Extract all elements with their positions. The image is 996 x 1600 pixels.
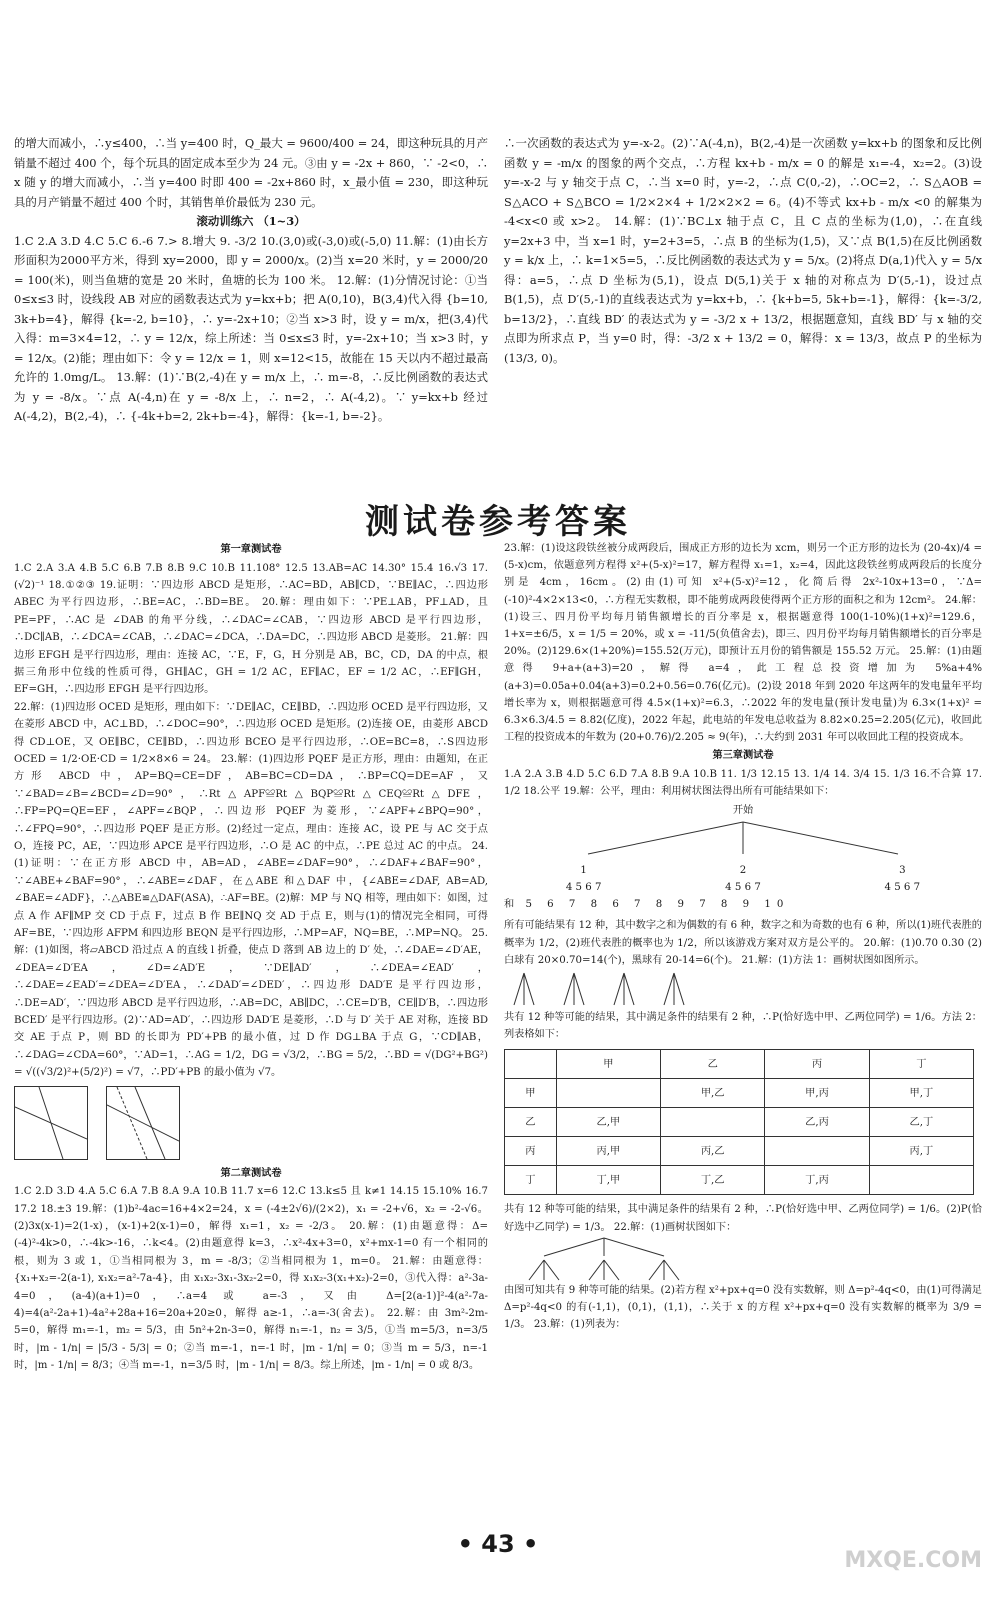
figure-svg-1 bbox=[15, 1087, 87, 1159]
paragraph: 所有可能结果有 12 种，其中数字之和为偶数的有 6 种，数字之和为奇数的也有 6 种，所以(1)班代表胜的概率为 1/2，(2)班代表胜的概率也为 1/2，所以该游戏方案对双方是公平的。 20.解：(1)0.70 0.30 (2)白球有 20×0.70=14(个)，黑球有 20-14=6(个)。 21.解：(1)方法 1：画树状图如图所示。 bbox=[504, 920, 982, 966]
probability-table bbox=[504, 1049, 974, 1195]
table-cell: 丙 bbox=[505, 1137, 557, 1166]
bottom-left-column bbox=[14, 540, 488, 1375]
top-left-column bbox=[14, 134, 488, 427]
paragraph: 1.C 2.A 3.D 4.C 5.C 6.-6 7.> 8.增大 9. -3/2 10.(3,0)或(-3,0)或(-5,0) 11.解：(1)由长方形面积为2000平方米，得到 xy=2000，即 y = 2000/x。(2)当 x=20 米时，y = 2000/20 = 100(米)，则当鱼塘的宽是 20 米时，鱼塘的长为 100 米。 12.解：(1)分情况讨论：①当 0≤x≤3 时，设线段 AB 对应的函数表达式为 y=kx+b；把 A(0,10)，B(3,4)代入得 {b=10, 3k+b=4}，解得 {k=-2, b=10}，∴ y=-2x+10；②当 x>3 时，设 y = m/x，把(3,4)代入得：m=3×4=12，∴ y = 12/x，综上所述：当 0≤x≤3 时，y=-2x+10；当 x>3 时，y = 12/x。(2)能；理由如下：令 y = 12/x = 1，则 x=12<15，故能在 15 天以内不超过最高允许的 1.0mg/L。 13.解：(1)∵B(2,-4)在 y = m/x 上，∴ m=-8，∴反比例函数的表达式为 y = -8/x。∵点 A(-4,n)在 y = -8/x 上，∴ n=2，∴ A(-4,2)。∵ y=kx+b 经过 A(-4,2)，B(2,-4)，∴ {-4k+b=2, 2k+b=-4}，解得：{k=-1, b=-2}。 bbox=[14, 233, 488, 423]
table-cell: 甲,丁 bbox=[869, 1079, 973, 1108]
table-cell bbox=[869, 1166, 973, 1195]
figure-pair bbox=[14, 1086, 488, 1160]
table-cell: 甲,丙 bbox=[765, 1079, 869, 1108]
paragraph: 1.A 2.A 3.B 4.D 5.C 6.D 7.A 8.B 9.A 10.B 11. 1/3 12.15 13. 1/4 14. 3/4 15. 1/3 16.不合算 17. 1/2 18.公平 19.解：公平，理由：利用树状图法得出所有可能结果如下： bbox=[504, 768, 982, 798]
table-row bbox=[505, 1079, 974, 1108]
table-header-cell bbox=[505, 1050, 557, 1079]
table-cell: 丁 bbox=[505, 1166, 557, 1195]
section-heading: 第二章测试卷 bbox=[220, 1166, 282, 1179]
table-cell: 甲,乙 bbox=[661, 1079, 765, 1108]
table-cell: 丙,乙 bbox=[661, 1137, 765, 1166]
tree-sums: 5 6 7 8 6 7 8 9 7 8 9 10 bbox=[525, 899, 790, 911]
table-cell: 乙 bbox=[505, 1108, 557, 1137]
square-figure-1 bbox=[14, 1086, 88, 1160]
tree-branches bbox=[508, 820, 978, 856]
tree-diagram-students bbox=[504, 969, 982, 1009]
table-header-cell: 丁 bbox=[869, 1050, 973, 1079]
tree-diagram-sum bbox=[504, 802, 982, 913]
table-cell: 乙,甲 bbox=[556, 1108, 660, 1137]
page-number: • 43 • bbox=[457, 1530, 539, 1558]
watermark-text: MXQE.COM bbox=[844, 1548, 982, 1573]
paragraph: 共有 12 种等可能的结果，其中满足条件的结果有 2 种，∴P(恰好选中甲、乙两位同学) = 1/6。方法 2：列表格如下： bbox=[504, 1011, 982, 1041]
table-cell: 甲 bbox=[505, 1079, 557, 1108]
table-row bbox=[505, 1137, 974, 1166]
tree-node: 1 bbox=[580, 864, 587, 876]
paragraph: 1.C 2.A 3.A 4.B 5.C 6.B 7.B 8.B 9.C 10.B 11.108° 12.5 13.AB=AC 14.30° 15.4 16.√3 17.(√2)⁻¹ 18.①②③ 19.证明：∵四边形 ABCD 是矩形，∴AC=BD，AB∥CD，∵BE∥AC，∴四边形 ABEC 为平行四边形，∴BE=AC，∴BD=BE。 20.解：理由如下：∵PE⊥AB，PF⊥AD，且 PE=PF，∴AC 是 ∠DAB 的角平分线，∴∠DAC=∠CAB，∵四边形 ABCD 是平行四边形，∴DC∥AB，∴∠DCA=∠CAB，∴∠DAC=∠DCA，∴DA=DC，∴四边形 ABCD 是菱形。 21.解：四边形 EFGH 是平行四边形，理由：连接 AC，∵E，F，G，H 分别是 AB，BC，CD，DA 的中点，根据三角形中位线的性质可得，GH∥AC，GH = 1/2 AC，EF∥AC，EF = 1/2 AC，∴EF∥GH，EF=GH，∴四边形 EFGH 是平行四边形。 bbox=[14, 562, 488, 696]
table-cell bbox=[556, 1079, 660, 1108]
tree-node: 4 5 6 7 bbox=[725, 881, 761, 893]
tree-start-label: 开始 bbox=[732, 805, 754, 817]
tree-node: 4 5 6 7 bbox=[884, 881, 921, 893]
tree-pq-svg bbox=[504, 1236, 704, 1282]
table-header-cell: 丙 bbox=[765, 1050, 869, 1079]
table-cell: 丙,甲 bbox=[556, 1137, 660, 1166]
paragraph: 由图可知共有 9 种等可能的结果。(2)若方程 x²+px+q=0 没有实数解，则 Δ=p²-4q<0，由(1)可得满足 Δ=p²-4q<0 的有(-1,1)，(0,1)，(1,1)，∴关于 x 的方程 x²+px+q=0 没有实数解的概率为 3/9 = 1/3。 23.解：(1)列表为： bbox=[504, 1284, 982, 1331]
paragraph: ∴一次函数的表达式为 y=-x-2。(2)∵A(-4,n)，B(2,-4)是一次函数 y=kx+b 的图象和反比例函数 y = -m/x 的图象的两个交点，∴方程 kx+b - m/x = 0 的解是 x₁=-4，x₂=2。(3)设 y=-x-2 与 y 轴交于点 C，∴当 x=0 时，y=-2，∴点 C(0,-2)，∴OC=2，∴ S△AOB = S△ACO + S△BCO = 1/2×2×4 + 1/2×2×2 = 6。(4)不等式 kx+b - m/x <0 的解集为 -4<x<0 或 x>2。 14.解：(1)∵BC⊥x 轴于点 C，且 C 点的坐标为(1,0)，∴在直线 y=2x+3 中，当 x=1 时，y=2+3=5，∴点 B 的坐标为(1,5)，又∵点 B(1,5)在反比例函数 y = k/x 上，∴ k=1×5=5，∴反比例函数的表达式为 y = 5/x。(2)将点 D(a,1)代入 y = 5/x 得：a=5，∴点 D 坐标为(5,1)，设点 D(5,1)关于 x 轴的对称点为 D′(5,-1)，设过点 B(1,5)，点 D′(5,-1)的直线表达式为 y=kx+b，∴ {k+b=5, 5k+b=-1}，解得：{k=-3/2, b=13/2}，∴直线 BD′ 的表达式为 y = -3/2 x + 13/2，根据题意知，直线 BD′ 与 x 轴的交点即为所求点 P，当 y=0 时，得：-3/2 x + 13/2 = 0，解得：x = 13/3，故点 P 的坐标为 (13/3, 0)。 bbox=[504, 136, 982, 365]
table-row bbox=[505, 1166, 974, 1195]
table-header-row bbox=[505, 1050, 974, 1079]
paragraph: 23.解：(1)设这段铁丝被分成两段后，围成正方形的边长为 xcm，则另一个正方形的边长为 (20-4x)/4 = (5-x)cm，依题意列方程得 x²+(5-x)²=17，解方程得 x₁=1，x₂=4，因此这段铁丝剪成两段后的长度分别是 4cm，16cm。(2)由(1)可知 x²+(5-x)²=12，化简后得 2x²-10x+13=0，∵Δ=(-10)²-4×2×13<0，∴方程无实数根，即不能剪成两段使得两个正方形的面积之和为 12cm²。 24.解：(1)设三、四月份平均每月销售额增长的百分率是 x，根据题意得 100(1-10%)(1+x)²=129.6，1+x=±6/5，x = 1/5 = 20%，或 x = -11/5(负值舍去)，即三、四月份平均每月销售额增长的百分率是 20%。(2)129.6×(1+20%)=155.52(万元)，即预计五月份的销售额是 155.52 万元。 25.解：(1)由题意得 9+a+(a+3)=20，解得 a=4，此工程总投资增加为 5%a+4%(a+3)=0.05a+0.04(a+3)=0.2+0.56=0.76(亿元)。(2)设 2018 年到 2020 年这两年的发电量年平均增长率为 x，则根据题意可得 4.5×(1+x)²=6.3，∴2022 年的发电量(预计发电量)为 6.3×(1+x)² = 6.3×6.3/4.5 = 8.82(亿度)，2022 年起，此电站的年发电总收益为 8.82×0.25=2.205(亿元)，收回此工程的投资成本的年数为 (20+0.76)/2.205 ≈ 9(年)，∴大约到 2031 年可以收回此工程的投资成本。 bbox=[504, 543, 982, 744]
table-row bbox=[505, 1108, 974, 1137]
table-cell: 乙,丁 bbox=[869, 1108, 973, 1137]
bottom-right-column bbox=[504, 540, 982, 1333]
figure-svg-2 bbox=[107, 1087, 179, 1159]
page-title: 测试卷参考答案 bbox=[365, 502, 631, 542]
table-cell: 乙,丙 bbox=[765, 1108, 869, 1137]
paragraph: 1.C 2.D 3.D 4.A 5.C 6.A 7.B 8.A 9.A 10.B 11.7 x=6 12.C 13.k≤5 且 k≠1 14.15 15.10% 16.7 17.2 18.±3 19.解：(1)b²-4ac=16+4×2=24，x = (-4±2√6)/(2×2)，x₁ = -2+√6，x₂ = -2-√6。(2)3x(x-1)=2(1-x)，(x-1)+2(x-1)=0，解得 x₁=1，x₂ = -2/3。 20.解：(1)由题意得：Δ=(-4)²-4k>0，∴-4k>-16，∴k<4。(2)由题意得 k=3，∴x²-4x+3=0，x²+mx-1=0 有一个相同的根，则为 3 或 1，①当相同根为 3，m = -8/3；②当相同根为 1，m=0。 21.解：由题意得：{x₁+x₂=-2(a-1), x₁x₂=a²-7a-4}，由 x₁x₂-3x₁-3x₂-2=0，得 x₁x₂-3(x₁+x₂)-2=0，③代入得：a²-3a-4=0，(a-4)(a+1)=0，∴a=4 或 a=-3，又由 Δ=[2(a-1)]²-4(a²-7a-4)=4(a²-2a+1)-4a²+28a+16=20a+20≥0，解得 a≥-1，∴a=-3(舍去)。 22.解：由 3m²-2m-5=0，解得 m₁=-1，m₂ = 5/3，由 5n²+2n-3=0，解得 n₁=-1，n₂ = 3/5，①当 m=5/3，n=3/5 时，|m - 1/n| = |5/3 - 5/3| = 0；②当 m=-1，n=-1 时，|m - 1/n| = 0；③当 m = 5/3，n=-1 时，|m - 1/n| = 8/3；④当 m=-1，n=3/5 时，|m - 1/n| = 8/3。综上所述，|m - 1/n| = 0 或 8/3。 bbox=[14, 1186, 488, 1372]
table-header-cell: 乙 bbox=[661, 1050, 765, 1079]
tree-diagram-pq bbox=[504, 1236, 982, 1282]
tree-sum-row bbox=[504, 896, 982, 913]
tree-level-1 bbox=[504, 862, 982, 879]
paragraph: 22.解：(1)四边形 OCED 是矩形，理由如下：∵DE∥AC，CE∥BD，∴四边形 OCED 是平行四边形，又在菱形 ABCD 中，AC⊥BD，∴∠DOC=90°，∴四边形 OCED 是矩形。(2)连接 OE，由菱形 ABCD 得 CD⊥OE，又 OE∥BC，CE∥BD，∴四边形 BCEO 是平行四边形，∴OE=BC=8，∴S四边形OCED = 1/2·OE·CD = 1/2×8×6 = 24。 23.解：(1)四边形 PQEF 是正方形，理由：由题知，在正方形 ABCD 中，AP=BQ=CE=DF，AB=BC=CD=DA，∴BP=CQ=DE=AF，又∵∠BAD=∠B=∠BCD=∠D=90°，∴Rt△APF≌Rt△BQP≌Rt△CEQ≌Rt△DFE，∴FP=PQ=QE=EF，∠APF=∠BQP，∴四边形 PQEF 为菱形，∵∠APF+∠BPQ=90°，∴∠FPQ=90°，∴四边形 PQEF 是正方形。(2)经过一定点，理由：连接 AC，设 PE 与 AC 交于点 O，连接 PC，AE，∵四边形 APCE 是平行四边形，∴O 是 AC 的中点，∴PE 总过 AC 的中点。 24.(1)证明：∵在正方形 ABCD 中，AB=AD，∠ABE=∠DAF=90°，∴∠DAF+∠BAF=90°，∵∠ABE+∠BAF=90°，∴∠ABE=∠DAF，在△ABE 和△DAF 中，{∠ABE=∠DAF, AB=AD, ∠BAE=∠ADF}，∴△ABE≌△DAF(ASA)，∴AF=BE。(2)解：MP 与 NQ 相等，理由如下：如图，过点 A 作 AF∥MP 交 CD 于点 F，过点 B 作 BE∥NQ 交 AD 于点 E，则与(1)的情况完全相同，可得 AF=BE，∵四边形 AFPM 和四边形 BEQN 是平行四边形，∴MP=AF，NQ=BE，∴MP=NQ。 25.解：(1)如图，将▱ABCD 沿过点 A 的直线 l 折叠，使点 D 落到 AB 边上的 D′ 处，∴∠DAE=∠D′AE，∠DEA=∠D′EA，∠D=∠AD′E，∵DE∥AD′，∴∠DEA=∠EAD′，∴∠DAE=∠EAD′=∠DEA=∠D′EA，∴∠DAD′=∠DED′，∴四边形 DAD′E 是平行四边形，∴DE=AD′，∵四边形 ABCD 是平行四边形，∴AB=DC，AB∥DC，∴CE=D′B，CE∥D′B，∴四边形 BCED′ 是平行四边形。(2)∵AD=AD′，∴四边形 DAD′E 是菱形，∴D 与 D′ 关于 AE 对称，连接 BD 交 AE 于点 P，则 BD 的长即为 PD′+PB 的最小值，过 D 作 DG⊥BA 于点 G，∵CD∥AB，∴∠DAG=∠CDA=60°，∵AD=1，∴AG = 1/2，DG = √3/2，∴BG = 5/2，∴BD = √(DG²+BG²) = √((√3/2)²+(5/2)²) = √7，∴PD′+PB 的最小值为 √7。 bbox=[14, 701, 488, 1079]
tree-node: 3 bbox=[899, 864, 906, 876]
section-heading: 第三章测试卷 bbox=[712, 749, 774, 762]
tree-level-2 bbox=[504, 879, 982, 896]
table-cell bbox=[661, 1108, 765, 1137]
square-figure-2 bbox=[106, 1086, 180, 1160]
table-cell: 丁,甲 bbox=[556, 1166, 660, 1195]
table-cell: 丁,丙 bbox=[765, 1166, 869, 1195]
top-right-column bbox=[504, 134, 982, 368]
table-cell bbox=[765, 1137, 869, 1166]
section-heading: 滚动训练六 （1~3） bbox=[196, 214, 306, 228]
tree-node: 4 5 6 7 bbox=[565, 881, 602, 893]
table-header-cell: 甲 bbox=[556, 1050, 660, 1079]
section-heading: 第一章测试卷 bbox=[220, 543, 282, 555]
tree-sum-label: 和 bbox=[504, 899, 515, 911]
paragraph: 共有 12 种等可能的结果，其中满足条件的结果有 2 种，∴P(恰好选中甲、乙两位同学) = 1/6。(2)P(恰好选中乙同学) = 1/3。 22.解：(1)画树状图如下： bbox=[504, 1204, 982, 1233]
tree-students-svg bbox=[504, 969, 704, 1009]
tree-node: 2 bbox=[739, 864, 747, 876]
table-cell: 丁,乙 bbox=[661, 1166, 765, 1195]
table-cell: 丙,丁 bbox=[869, 1137, 973, 1166]
paragraph: 的增大而减小，∴y≤400，∴当 y=400 时，Q_最大 = 9600/400 = 24，即这种玩具的月产销量不超过 400 个，每个玩具的固定成本至少为 24 元。③由 y = -2x + 860，∵ -2<0，∴ x 随 y 的增大而减小，∴当 y=400 时即 400 = -2x+860 时，x_最小值 = 230，即这种玩具的月产销量不超过 400 个时，其销售单价最低为 230 元。 bbox=[14, 136, 488, 209]
